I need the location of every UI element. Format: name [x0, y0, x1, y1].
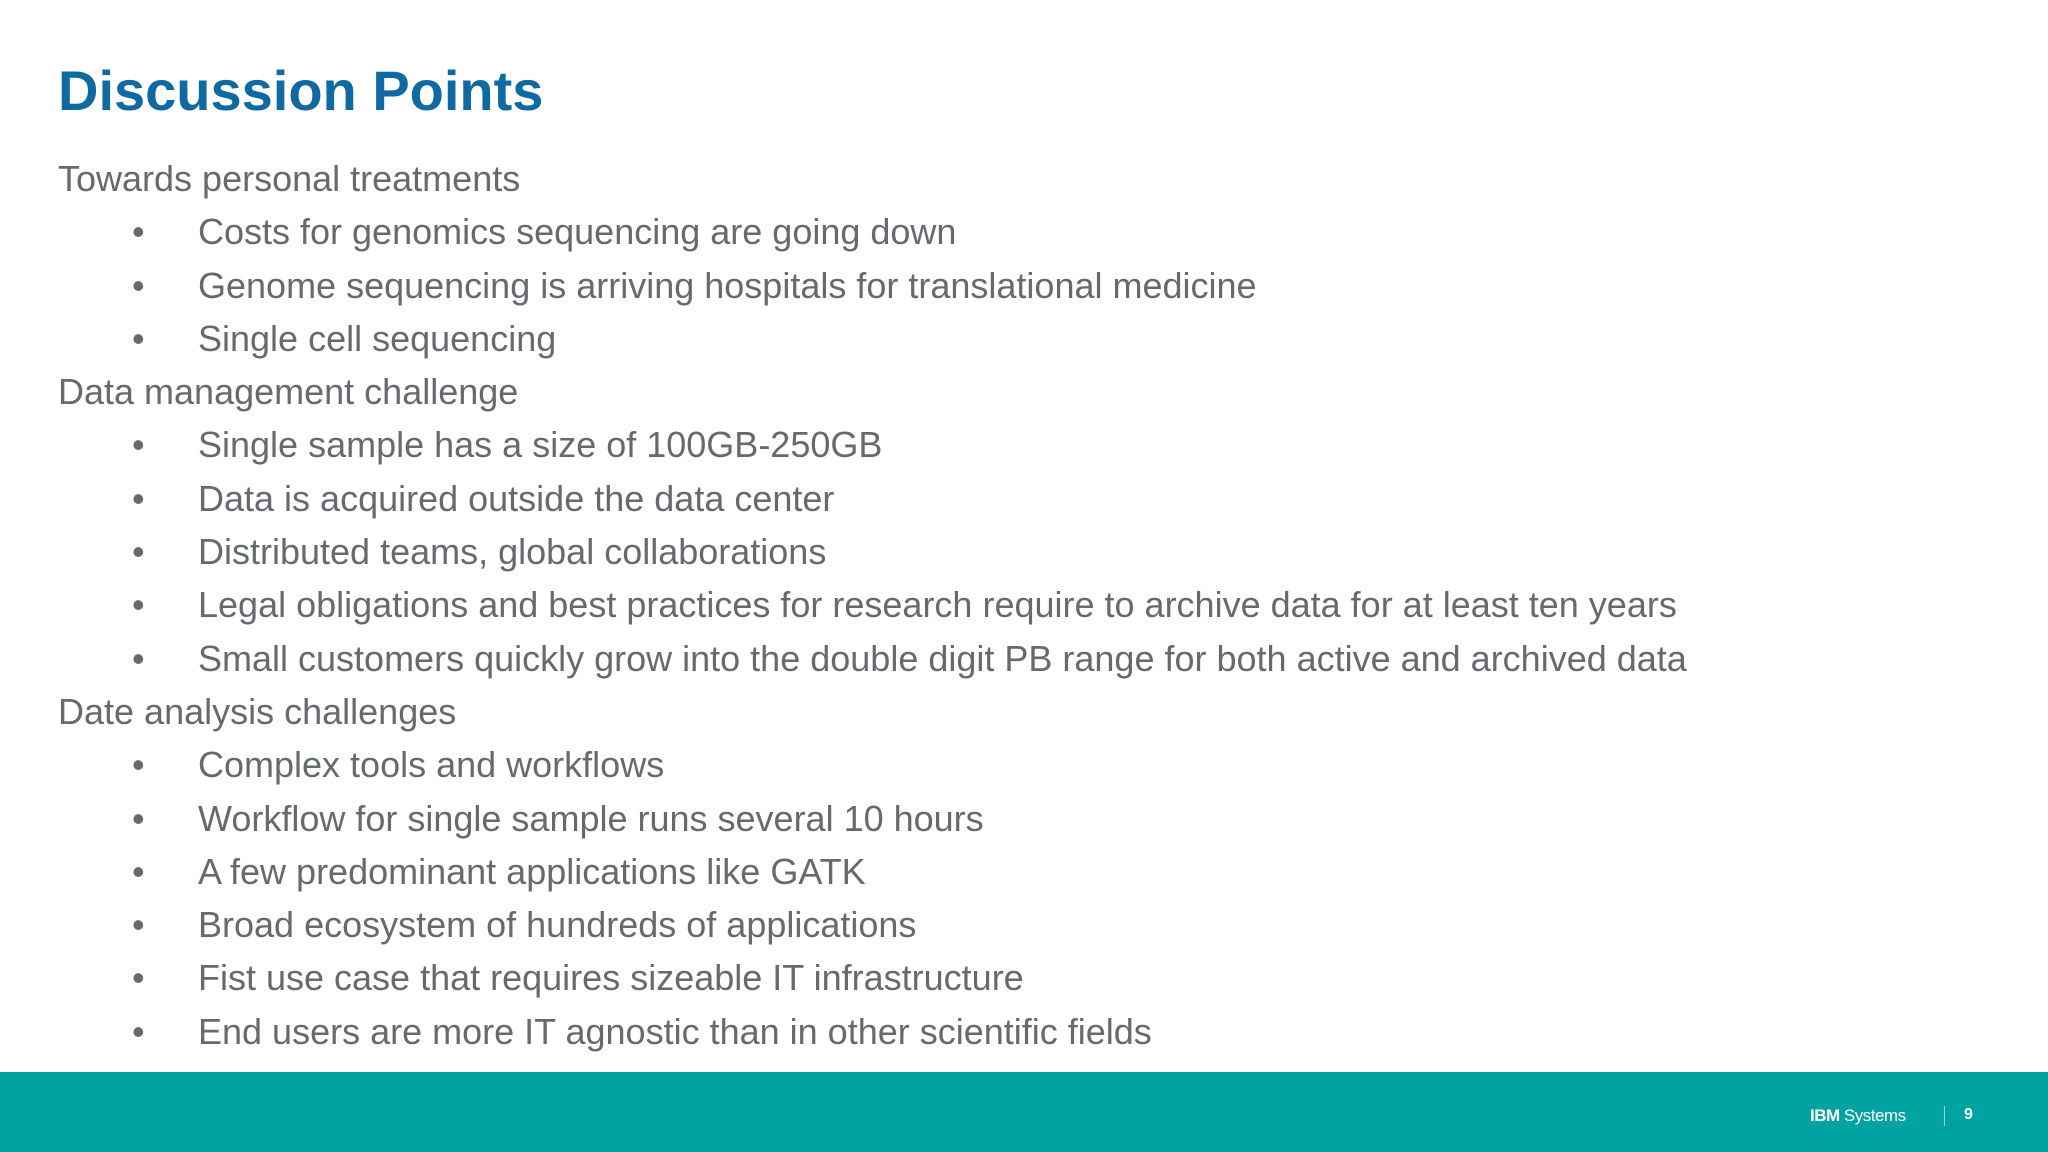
- bullet-item: [58, 738, 1958, 791]
- bullet-text: Workflow for single sample runs several 10 hours: [198, 797, 984, 839]
- bullet-point-icon: •: [132, 637, 145, 679]
- bullet-list-personal-treatments: [58, 205, 1958, 365]
- bullet-item: [58, 845, 1958, 898]
- page-number: 9: [1964, 1106, 1973, 1123]
- section-heading-data-management: Data management challenge: [58, 371, 519, 413]
- bullet-item: [58, 792, 1958, 845]
- bullet-item: [58, 472, 1958, 525]
- bullet-text: Distributed teams, global collaborations: [198, 531, 827, 573]
- bullet-text: Data is acquired outside the data center: [198, 477, 835, 519]
- bullet-item: [58, 951, 1958, 1004]
- bullet-point-icon: •: [132, 797, 145, 839]
- bullet-list-analysis-challenges: [58, 738, 1958, 1058]
- bullet-text: Single cell sequencing: [198, 317, 557, 359]
- bullet-text: Costs for genomics sequencing are going down: [198, 211, 957, 253]
- ibm-systems-logo: [1810, 1106, 1906, 1126]
- bullet-text: Broad ecosystem of hundreds of applications: [198, 904, 917, 946]
- bullet-text: Complex tools and workflows: [198, 744, 665, 786]
- bullet-point-icon: •: [132, 211, 145, 253]
- bullet-item: [58, 1005, 1958, 1058]
- bullet-list-data-management: [58, 418, 1958, 684]
- footer-bar: [0, 1072, 2048, 1152]
- bullet-text: End users are more IT agnostic than in other scientific fields: [198, 1010, 1152, 1052]
- bullet-item: [58, 418, 1958, 471]
- brand-ibm-text: IBM: [1810, 1106, 1840, 1125]
- bullet-item: [58, 632, 1958, 685]
- bullet-text: Fist use case that requires sizeable IT infrastructure: [198, 957, 1024, 999]
- bullet-point-icon: •: [132, 904, 145, 946]
- bullet-item: [58, 898, 1958, 951]
- bullet-item: [58, 205, 1958, 258]
- slide-title: Discussion Points: [58, 59, 544, 122]
- bullet-point-icon: •: [132, 957, 145, 999]
- bullet-item: [58, 525, 1958, 578]
- bullet-point-icon: •: [132, 850, 145, 892]
- bullet-point-icon: •: [132, 744, 145, 786]
- bullet-point-icon: •: [132, 264, 145, 306]
- bullet-point-icon: •: [132, 1010, 145, 1052]
- bullet-text: A few predominant applications like GATK: [198, 850, 866, 892]
- bullet-text: Small customers quickly grow into the double digit PB range for both active and archived data: [198, 637, 1687, 679]
- bullet-point-icon: •: [132, 477, 145, 519]
- section-heading-personal-treatments: Towards personal treatments: [58, 158, 521, 199]
- bullet-text: Genome sequencing is arriving hospitals for translational medicine: [198, 264, 1257, 306]
- bullet-item: [58, 578, 1958, 631]
- bullet-text: Single sample has a size of 100GB-250GB: [198, 424, 883, 466]
- bullet-point-icon: •: [132, 424, 145, 466]
- bullet-item: [58, 312, 1958, 365]
- bullet-point-icon: •: [132, 317, 145, 359]
- brand-systems-text: Systems: [1843, 1106, 1906, 1125]
- bullet-text: Legal obligations and best practices for research require to archive data for at least ten years: [198, 584, 1677, 626]
- bullet-point-icon: •: [132, 531, 145, 573]
- bullet-item: [58, 259, 1958, 312]
- slide-content: [58, 152, 1958, 1058]
- bullet-point-icon: •: [132, 584, 145, 626]
- section-heading-analysis-challenges: Date analysis challenges: [58, 690, 457, 732]
- footer-divider: [1944, 1106, 1945, 1126]
